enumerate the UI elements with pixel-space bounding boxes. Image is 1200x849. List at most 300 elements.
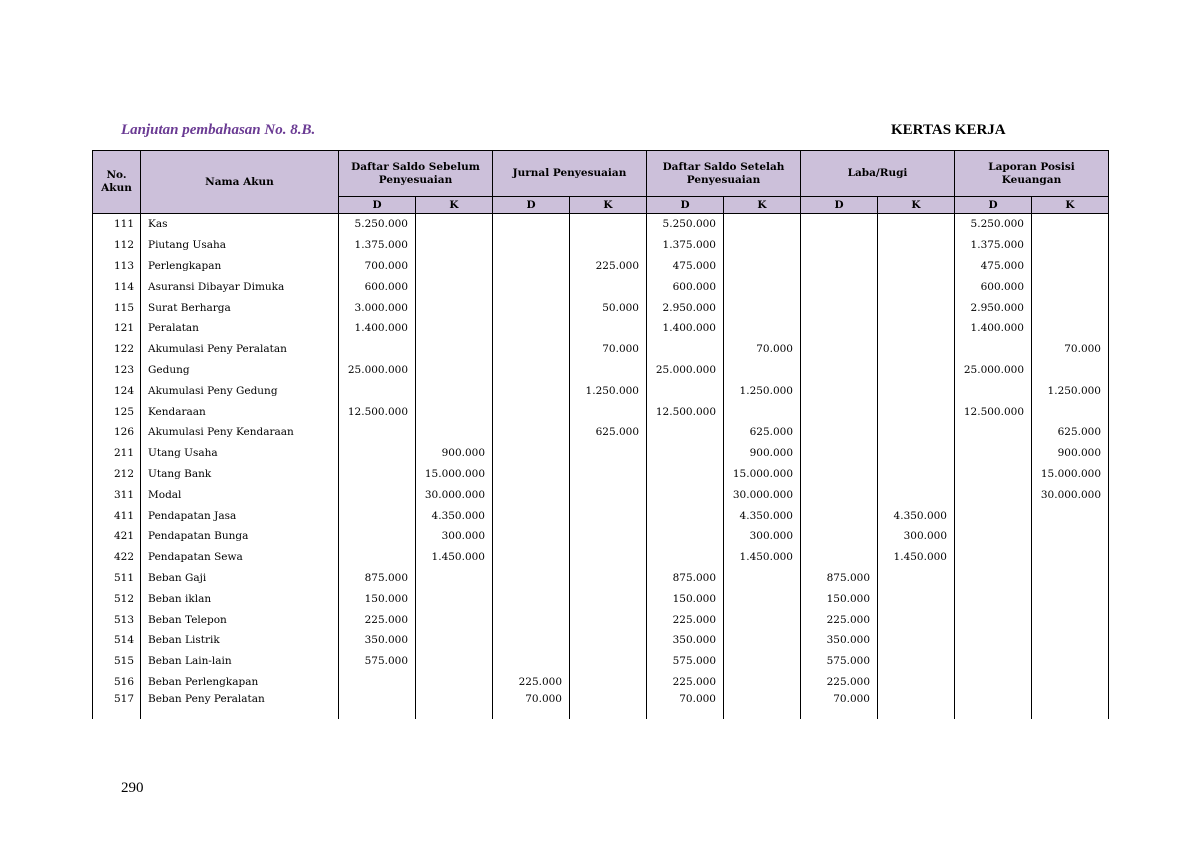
saldo-sebelum-kredit-cell [416,651,493,672]
header-group-saldo-sebelum: Daftar Saldo Sebelum Penyesuaian [339,151,493,197]
account-no-cell: 111 [93,214,141,235]
saldo-setelah-debit-cell [647,505,724,526]
laba-rugi-kredit-cell [878,339,955,360]
table-row [93,484,1109,505]
posisi-keuangan-kredit-cell [1032,256,1109,277]
table-row [93,692,1109,719]
subtitle: Lanjutan pembahasan No. 8.B. [121,122,316,138]
saldo-setelah-kredit-cell: 1.450.000 [724,547,801,568]
posisi-keuangan-debit-cell: 5.250.000 [955,214,1032,235]
saldo-setelah-kredit-cell: 70.000 [724,339,801,360]
table-row [93,380,1109,401]
table-row [93,297,1109,318]
table-row [93,547,1109,568]
account-no-cell: 516 [93,672,141,693]
account-no-cell: 121 [93,318,141,339]
saldo-sebelum-kredit-cell [416,318,493,339]
account-no-cell: 515 [93,651,141,672]
saldo-sebelum-debit-cell: 700.000 [339,256,416,277]
saldo-setelah-debit-cell: 25.000.000 [647,360,724,381]
saldo-sebelum-kredit-cell [416,422,493,443]
jurnal-penyesuaian-kredit-cell [570,443,647,464]
table-row [93,443,1109,464]
jurnal-penyesuaian-debit-cell [493,401,570,422]
laba-rugi-debit-cell: 70.000 [801,692,878,719]
saldo-sebelum-kredit-cell [416,297,493,318]
jurnal-penyesuaian-debit-cell [493,235,570,256]
jurnal-penyesuaian-kredit-cell [570,235,647,256]
laba-rugi-kredit-cell [878,568,955,589]
account-name-cell: Akumulasi Peny Gedung [141,380,339,401]
saldo-setelah-debit-cell: 150.000 [647,588,724,609]
header-debit: D [801,197,878,214]
laba-rugi-kredit-cell [878,422,955,443]
saldo-setelah-debit-cell: 225.000 [647,672,724,693]
jurnal-penyesuaian-debit-cell [493,380,570,401]
laba-rugi-kredit-cell: 300.000 [878,526,955,547]
saldo-setelah-debit-cell [647,464,724,485]
saldo-sebelum-kredit-cell [416,692,493,719]
posisi-keuangan-kredit-cell [1032,651,1109,672]
laba-rugi-debit-cell [801,422,878,443]
page-number: 290 [121,780,144,796]
saldo-sebelum-kredit-cell [416,380,493,401]
jurnal-penyesuaian-kredit-cell: 50.000 [570,297,647,318]
jurnal-penyesuaian-kredit-cell [570,588,647,609]
table-row [93,568,1109,589]
posisi-keuangan-debit-cell [955,568,1032,589]
jurnal-penyesuaian-kredit-cell: 1.250.000 [570,380,647,401]
account-name-cell: Gedung [141,360,339,381]
jurnal-penyesuaian-kredit-cell [570,318,647,339]
jurnal-penyesuaian-kredit-cell [570,276,647,297]
posisi-keuangan-debit-cell [955,651,1032,672]
saldo-sebelum-debit-cell [339,443,416,464]
saldo-sebelum-kredit-cell [416,609,493,630]
posisi-keuangan-debit-cell: 25.000.000 [955,360,1032,381]
posisi-keuangan-kredit-cell [1032,276,1109,297]
account-no-cell: 125 [93,401,141,422]
laba-rugi-kredit-cell [878,318,955,339]
posisi-keuangan-kredit-cell: 625.000 [1032,422,1109,443]
account-no-cell: 122 [93,339,141,360]
jurnal-penyesuaian-debit-cell [493,256,570,277]
account-no-cell: 513 [93,609,141,630]
saldo-setelah-kredit-cell [724,568,801,589]
posisi-keuangan-debit-cell [955,609,1032,630]
account-name-cell: Akumulasi Peny Peralatan [141,339,339,360]
jurnal-penyesuaian-kredit-cell [570,672,647,693]
account-no-cell: 511 [93,568,141,589]
account-no-cell: 422 [93,547,141,568]
posisi-keuangan-debit-cell [955,630,1032,651]
table-row [93,526,1109,547]
saldo-setelah-kredit-cell [724,276,801,297]
saldo-setelah-debit-cell [647,380,724,401]
jurnal-penyesuaian-debit-cell [493,297,570,318]
account-name-cell: Peralatan [141,318,339,339]
jurnal-penyesuaian-kredit-cell [570,505,647,526]
jurnal-penyesuaian-debit-cell [493,443,570,464]
laba-rugi-debit-cell [801,235,878,256]
table-row [93,214,1109,235]
saldo-sebelum-debit-cell [339,422,416,443]
jurnal-penyesuaian-debit-cell [493,547,570,568]
saldo-setelah-debit-cell: 225.000 [647,609,724,630]
table-row [93,588,1109,609]
laba-rugi-kredit-cell [878,256,955,277]
jurnal-penyesuaian-kredit-cell [570,547,647,568]
header-group-laba-rugi: Laba/Rugi [801,151,955,197]
saldo-sebelum-debit-cell: 875.000 [339,568,416,589]
saldo-setelah-kredit-cell [724,235,801,256]
account-no-cell: 311 [93,484,141,505]
saldo-sebelum-debit-cell [339,672,416,693]
jurnal-penyesuaian-debit-cell: 225.000 [493,672,570,693]
saldo-setelah-kredit-cell [724,630,801,651]
table-row [93,318,1109,339]
table-row [93,672,1109,693]
header-group-saldo-setelah: Daftar Saldo Setelah Penyesuaian [647,151,801,197]
account-name-cell: Akumulasi Peny Kendaraan [141,422,339,443]
jurnal-penyesuaian-debit-cell [493,484,570,505]
posisi-keuangan-debit-cell [955,422,1032,443]
account-name-cell: Beban Peny Peralatan [141,692,339,719]
table-row [93,276,1109,297]
laba-rugi-kredit-cell: 1.450.000 [878,547,955,568]
header-debit: D [493,197,570,214]
laba-rugi-kredit-cell [878,630,955,651]
posisi-keuangan-kredit-cell [1032,630,1109,651]
saldo-setelah-debit-cell: 600.000 [647,276,724,297]
account-no-cell: 211 [93,443,141,464]
jurnal-penyesuaian-debit-cell [493,588,570,609]
header-kredit: K [1032,197,1109,214]
saldo-setelah-kredit-cell: 30.000.000 [724,484,801,505]
account-name-cell: Piutang Usaha [141,235,339,256]
jurnal-penyesuaian-kredit-cell [570,568,647,589]
saldo-sebelum-debit-cell: 150.000 [339,588,416,609]
saldo-setelah-kredit-cell: 15.000.000 [724,464,801,485]
saldo-sebelum-debit-cell [339,339,416,360]
saldo-sebelum-debit-cell: 12.500.000 [339,401,416,422]
saldo-setelah-debit-cell [647,484,724,505]
laba-rugi-debit-cell [801,547,878,568]
jurnal-penyesuaian-debit-cell: 70.000 [493,692,570,719]
posisi-keuangan-debit-cell [955,692,1032,719]
saldo-setelah-debit-cell: 575.000 [647,651,724,672]
saldo-sebelum-kredit-cell [416,339,493,360]
posisi-keuangan-debit-cell: 475.000 [955,256,1032,277]
laba-rugi-debit-cell [801,360,878,381]
account-name-cell: Pendapatan Sewa [141,547,339,568]
saldo-setelah-kredit-cell [724,214,801,235]
laba-rugi-debit-cell [801,401,878,422]
laba-rugi-debit-cell: 225.000 [801,609,878,630]
saldo-setelah-kredit-cell [724,318,801,339]
table-row [93,235,1109,256]
posisi-keuangan-kredit-cell: 70.000 [1032,339,1109,360]
account-name-cell: Beban Gaji [141,568,339,589]
jurnal-penyesuaian-debit-cell [493,630,570,651]
header-nama-akun: Nama Akun [141,151,339,214]
saldo-setelah-kredit-cell: 4.350.000 [724,505,801,526]
saldo-sebelum-kredit-cell: 30.000.000 [416,484,493,505]
posisi-keuangan-debit-cell [955,380,1032,401]
posisi-keuangan-debit-cell [955,443,1032,464]
laba-rugi-kredit-cell [878,692,955,719]
saldo-sebelum-debit-cell: 600.000 [339,276,416,297]
saldo-setelah-debit-cell: 1.375.000 [647,235,724,256]
account-name-cell: Beban Lain-lain [141,651,339,672]
saldo-setelah-debit-cell: 875.000 [647,568,724,589]
account-name-cell: Kas [141,214,339,235]
saldo-sebelum-kredit-cell [416,630,493,651]
posisi-keuangan-debit-cell [955,339,1032,360]
posisi-keuangan-kredit-cell [1032,588,1109,609]
account-name-cell: Utang Usaha [141,443,339,464]
laba-rugi-debit-cell [801,256,878,277]
jurnal-penyesuaian-kredit-cell [570,484,647,505]
saldo-setelah-debit-cell: 475.000 [647,256,724,277]
saldo-setelah-kredit-cell [724,360,801,381]
saldo-sebelum-kredit-cell [416,588,493,609]
header-no-akun: No. Akun [93,151,141,214]
posisi-keuangan-debit-cell [955,588,1032,609]
jurnal-penyesuaian-debit-cell [493,568,570,589]
saldo-sebelum-kredit-cell [416,235,493,256]
saldo-sebelum-kredit-cell [416,276,493,297]
jurnal-penyesuaian-debit-cell [493,422,570,443]
account-name-cell: Beban iklan [141,588,339,609]
account-name-cell: Beban Telepon [141,609,339,630]
laba-rugi-kredit-cell [878,609,955,630]
account-name-cell: Beban Listrik [141,630,339,651]
laba-rugi-debit-cell: 350.000 [801,630,878,651]
worksheet-body [93,214,1109,720]
saldo-setelah-kredit-cell [724,401,801,422]
laba-rugi-debit-cell: 225.000 [801,672,878,693]
saldo-setelah-debit-cell: 2.950.000 [647,297,724,318]
saldo-setelah-debit-cell [647,339,724,360]
laba-rugi-kredit-cell [878,360,955,381]
jurnal-penyesuaian-debit-cell [493,505,570,526]
posisi-keuangan-kredit-cell: 1.250.000 [1032,380,1109,401]
saldo-setelah-kredit-cell [724,297,801,318]
jurnal-penyesuaian-kredit-cell [570,401,647,422]
laba-rugi-debit-cell [801,443,878,464]
header-kredit: K [878,197,955,214]
account-no-cell: 114 [93,276,141,297]
laba-rugi-debit-cell [801,380,878,401]
laba-rugi-debit-cell [801,484,878,505]
posisi-keuangan-kredit-cell [1032,568,1109,589]
jurnal-penyesuaian-kredit-cell [570,526,647,547]
header-debit: D [955,197,1032,214]
header-debit: D [647,197,724,214]
laba-rugi-debit-cell [801,297,878,318]
saldo-sebelum-kredit-cell: 900.000 [416,443,493,464]
header-kredit: K [416,197,493,214]
posisi-keuangan-kredit-cell: 15.000.000 [1032,464,1109,485]
posisi-keuangan-kredit-cell [1032,547,1109,568]
posisi-keuangan-kredit-cell [1032,692,1109,719]
posisi-keuangan-kredit-cell [1032,672,1109,693]
laba-rugi-kredit-cell [878,651,955,672]
jurnal-penyesuaian-debit-cell [493,360,570,381]
saldo-sebelum-debit-cell [339,464,416,485]
laba-rugi-debit-cell [801,505,878,526]
laba-rugi-kredit-cell [878,484,955,505]
saldo-setelah-debit-cell: 1.400.000 [647,318,724,339]
laba-rugi-debit-cell: 875.000 [801,568,878,589]
saldo-sebelum-debit-cell [339,484,416,505]
saldo-sebelum-kredit-cell [416,568,493,589]
saldo-sebelum-debit-cell: 25.000.000 [339,360,416,381]
saldo-sebelum-debit-cell [339,380,416,401]
table-row [93,360,1109,381]
jurnal-penyesuaian-debit-cell [493,651,570,672]
laba-rugi-kredit-cell [878,401,955,422]
laba-rugi-debit-cell [801,318,878,339]
saldo-sebelum-kredit-cell [416,401,493,422]
table-row [93,651,1109,672]
posisi-keuangan-kredit-cell [1032,235,1109,256]
header-debit: D [339,197,416,214]
saldo-setelah-kredit-cell [724,692,801,719]
saldo-sebelum-debit-cell: 1.375.000 [339,235,416,256]
posisi-keuangan-debit-cell [955,484,1032,505]
saldo-sebelum-kredit-cell: 1.450.000 [416,547,493,568]
header-kredit: K [570,197,647,214]
posisi-keuangan-debit-cell [955,672,1032,693]
saldo-sebelum-kredit-cell [416,214,493,235]
account-no-cell: 411 [93,505,141,526]
jurnal-penyesuaian-debit-cell [493,214,570,235]
laba-rugi-debit-cell [801,214,878,235]
laba-rugi-kredit-cell [878,276,955,297]
saldo-sebelum-kredit-cell [416,672,493,693]
posisi-keuangan-kredit-cell: 900.000 [1032,443,1109,464]
jurnal-penyesuaian-kredit-cell [570,214,647,235]
saldo-sebelum-kredit-cell: 4.350.000 [416,505,493,526]
account-name-cell: Surat Berharga [141,297,339,318]
posisi-keuangan-debit-cell: 12.500.000 [955,401,1032,422]
laba-rugi-kredit-cell [878,235,955,256]
posisi-keuangan-kredit-cell [1032,360,1109,381]
laba-rugi-debit-cell: 575.000 [801,651,878,672]
jurnal-penyesuaian-debit-cell [493,318,570,339]
jurnal-penyesuaian-kredit-cell [570,609,647,630]
jurnal-penyesuaian-kredit-cell: 225.000 [570,256,647,277]
saldo-setelah-debit-cell: 350.000 [647,630,724,651]
saldo-setelah-kredit-cell: 900.000 [724,443,801,464]
posisi-keuangan-debit-cell [955,505,1032,526]
laba-rugi-kredit-cell [878,588,955,609]
account-no-cell: 421 [93,526,141,547]
posisi-keuangan-debit-cell [955,464,1032,485]
saldo-setelah-kredit-cell [724,588,801,609]
table-row [93,256,1109,277]
worksheet-table [92,150,1109,719]
saldo-sebelum-debit-cell [339,547,416,568]
table-row [93,505,1109,526]
saldo-setelah-debit-cell [647,526,724,547]
saldo-sebelum-debit-cell: 5.250.000 [339,214,416,235]
jurnal-penyesuaian-debit-cell [493,526,570,547]
table-row [93,630,1109,651]
account-no-cell: 126 [93,422,141,443]
saldo-setelah-kredit-cell: 1.250.000 [724,380,801,401]
account-no-cell: 112 [93,235,141,256]
account-no-cell: 514 [93,630,141,651]
posisi-keuangan-kredit-cell [1032,401,1109,422]
account-name-cell: Utang Bank [141,464,339,485]
saldo-setelah-kredit-cell [724,609,801,630]
laba-rugi-kredit-cell: 4.350.000 [878,505,955,526]
account-no-cell: 113 [93,256,141,277]
account-no-cell: 115 [93,297,141,318]
header-group-posisi-keuangan: Laporan Posisi Keuangan [955,151,1109,197]
table-row [93,464,1109,485]
jurnal-penyesuaian-kredit-cell: 70.000 [570,339,647,360]
account-name-cell: Modal [141,484,339,505]
account-no-cell: 124 [93,380,141,401]
jurnal-penyesuaian-kredit-cell [570,630,647,651]
saldo-sebelum-debit-cell: 350.000 [339,630,416,651]
saldo-setelah-debit-cell [647,422,724,443]
posisi-keuangan-kredit-cell [1032,297,1109,318]
jurnal-penyesuaian-kredit-cell [570,360,647,381]
account-name-cell: Pendapatan Bunga [141,526,339,547]
posisi-keuangan-kredit-cell: 30.000.000 [1032,484,1109,505]
account-no-cell: 517 [93,692,141,719]
account-name-cell: Perlengkapan [141,256,339,277]
jurnal-penyesuaian-kredit-cell [570,464,647,485]
saldo-sebelum-debit-cell [339,526,416,547]
header-kredit: K [724,197,801,214]
saldo-setelah-kredit-cell [724,672,801,693]
jurnal-penyesuaian-debit-cell [493,276,570,297]
saldo-setelah-debit-cell [647,443,724,464]
saldo-setelah-kredit-cell: 625.000 [724,422,801,443]
saldo-sebelum-kredit-cell [416,256,493,277]
account-name-cell: Beban Perlengkapan [141,672,339,693]
jurnal-penyesuaian-kredit-cell: 625.000 [570,422,647,443]
laba-rugi-debit-cell [801,276,878,297]
saldo-setelah-debit-cell: 5.250.000 [647,214,724,235]
saldo-sebelum-debit-cell: 1.400.000 [339,318,416,339]
jurnal-penyesuaian-debit-cell [493,464,570,485]
saldo-sebelum-kredit-cell: 15.000.000 [416,464,493,485]
laba-rugi-debit-cell [801,464,878,485]
posisi-keuangan-debit-cell [955,526,1032,547]
laba-rugi-kredit-cell [878,443,955,464]
account-no-cell: 123 [93,360,141,381]
saldo-setelah-kredit-cell [724,256,801,277]
account-name-cell: Kendaraan [141,401,339,422]
saldo-sebelum-debit-cell [339,692,416,719]
posisi-keuangan-kredit-cell [1032,505,1109,526]
laba-rugi-kredit-cell [878,297,955,318]
saldo-sebelum-debit-cell: 575.000 [339,651,416,672]
account-name-cell: Asuransi Dibayar Dimuka [141,276,339,297]
laba-rugi-kredit-cell [878,672,955,693]
laba-rugi-debit-cell [801,526,878,547]
posisi-keuangan-debit-cell: 2.950.000 [955,297,1032,318]
saldo-sebelum-kredit-cell [416,360,493,381]
saldo-setelah-debit-cell: 70.000 [647,692,724,719]
